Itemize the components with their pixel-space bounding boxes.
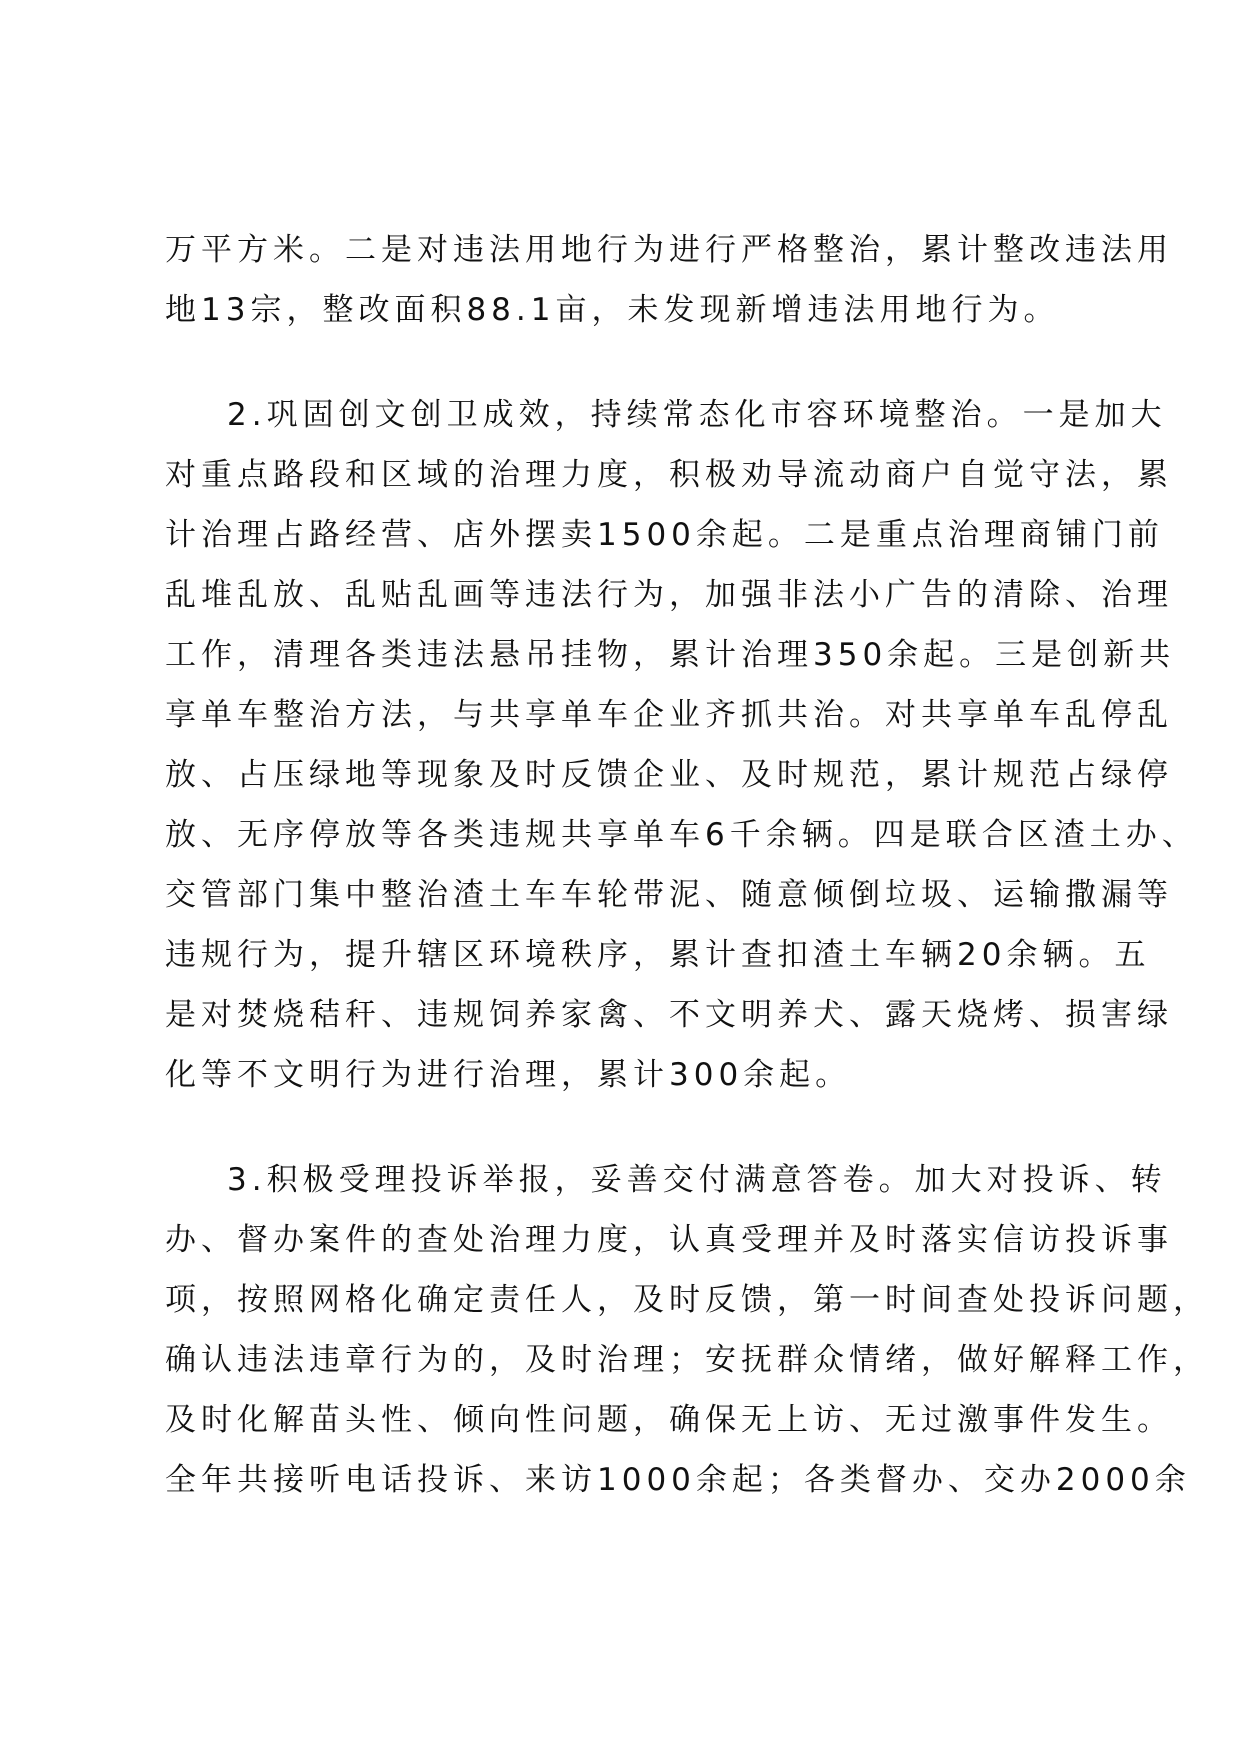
text-line: 2.巩固创文创卫成效，持续常态化市容环境整治。一是加大 (227, 397, 1167, 433)
text-line: 万平方米。二是对违法用地行为进行严格整治，累计整改违法用 (165, 232, 1173, 268)
text-line: 地13宗，整改面积88.1亩，未发现新增违法用地行为。 (165, 292, 1060, 328)
paragraph-city-appearance (165, 385, 1198, 1105)
text-line: 享单车整治方法，与共享单车企业齐抓共治。对共享单车乱停乱 (165, 697, 1173, 733)
paragraph-complaints (165, 1150, 1209, 1510)
text-line: 计治理占路经营、店外摆卖1500余起。二是重点治理商铺门前 (165, 517, 1164, 553)
text-line: 交管部门集中整治渣土车车轮带泥、随意倾倒垃圾、运输撒漏等 (165, 877, 1173, 913)
text-line: 3.积极受理投诉举报，妥善交付满意答卷。加大对投诉、转 (227, 1162, 1167, 1198)
text-line: 放、占压绿地等现象及时反馈企业、及时规范，累计规范占绿停 (165, 757, 1173, 793)
text-line: 违规行为，提升辖区环境秩序，累计查扣渣土车辆20余辆。五 (165, 937, 1151, 973)
paragraph-land-rectification (165, 220, 1173, 340)
text-line: 乱堆乱放、乱贴乱画等违法行为，加强非法小广告的清除、治理 (165, 577, 1173, 613)
paragraph-spacer (165, 340, 1079, 385)
text-line: 化等不文明行为进行治理，累计300余起。 (165, 1057, 852, 1093)
text-line: 对重点路段和区域的治理力度，积极劝导流动商户自觉守法，累 (165, 457, 1173, 493)
document-body (165, 220, 1209, 1510)
text-line: 工作，清理各类违法悬吊挂物，累计治理350余起。三是创新共 (165, 637, 1176, 673)
paragraph-spacer (165, 1105, 1079, 1150)
text-line: 确认违法违章行为的，及时治理；安抚群众情绪，做好解释工作， (165, 1342, 1209, 1378)
text-line: 项，按照网格化确定责任人，及时反馈，第一时间查处投诉问题， (165, 1282, 1209, 1318)
text-line: 放、无序停放等各类违规共享单车6千余辆。四是联合区渣土办、 (165, 817, 1198, 853)
text-line: 全年共接听电话投诉、来访1000余起；各类督办、交办2000余 (165, 1462, 1191, 1498)
text-line: 办、督办案件的查处治理力度，认真受理并及时落实信访投诉事 (165, 1222, 1173, 1258)
text-line: 是对焚烧秸秆、违规饲养家禽、不文明养犬、露天烧烤、损害绿 (165, 997, 1173, 1033)
text-line: 及时化解苗头性、倾向性问题，确保无上访、无过激事件发生。 (165, 1402, 1173, 1438)
